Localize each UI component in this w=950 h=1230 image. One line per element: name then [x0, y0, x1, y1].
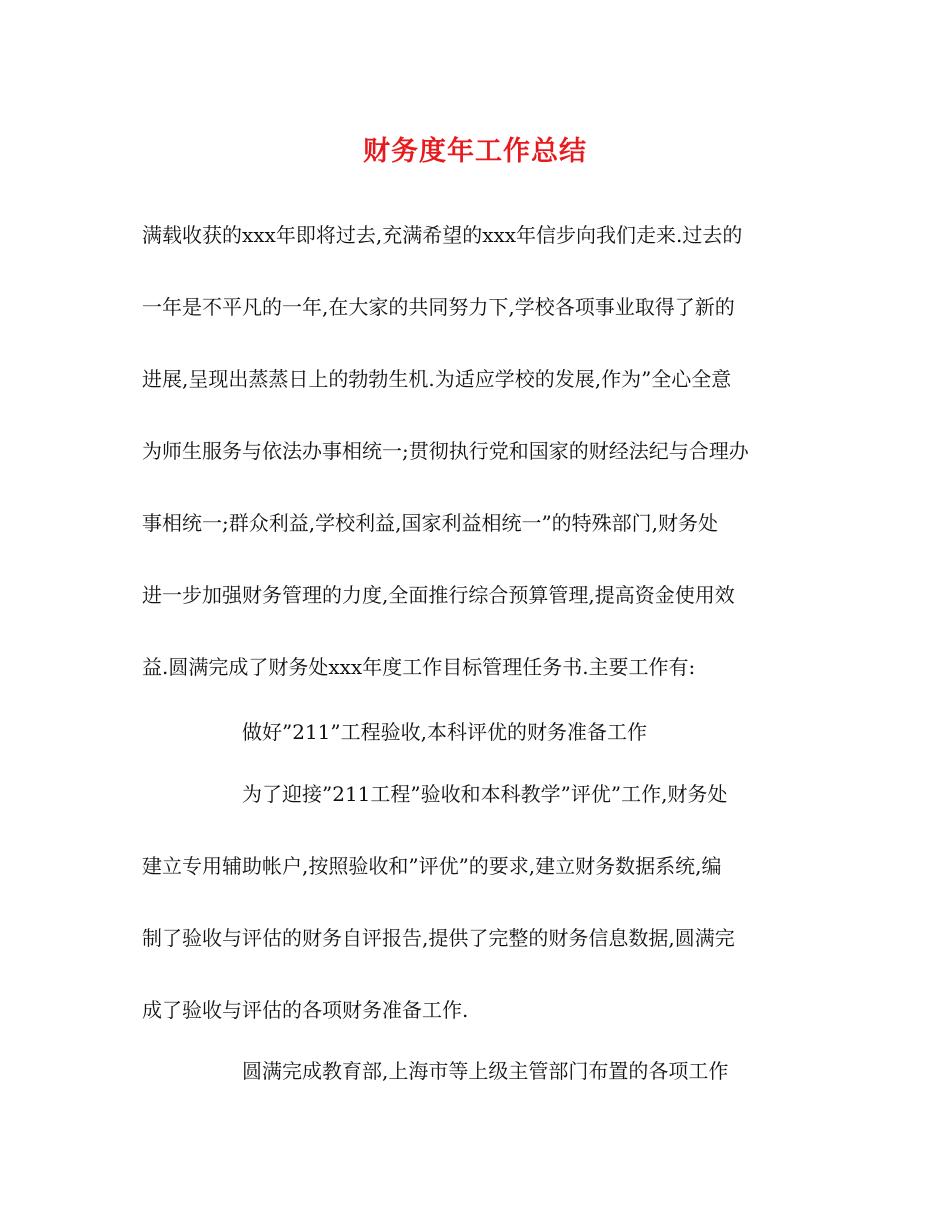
paragraph-1-line-7: 益.圆满完成了财务处xxx年度工作目标管理任务书.主要工作有: — [142, 655, 696, 679]
paragraph-2-line-3: 制了验收与评估的财务自评报告,提供了完整的财务信息数据,圆满完 — [142, 926, 735, 950]
paragraph-1-line-5: 事相统一;群众利益,学校利益,国家利益相统一”的特殊部门,财务处 — [142, 511, 719, 535]
document-title: 财务度年工作总结 — [363, 136, 587, 167]
paragraph-1-line-3: 进展,呈现出蒸蒸日上的勃勃生机.为适应学校的发展,作为”全心全意 — [142, 367, 732, 391]
section-heading-1: 做好”211”工程验收,本科评优的财务准备工作 — [242, 720, 647, 744]
paragraph-1-line-4: 为师生服务与依法办事相统一;贯彻执行党和国家的财经法纪与合理办 — [142, 439, 749, 463]
section-heading-2: 圆满完成教育部,上海市等上级主管部门布置的各项工作 — [242, 1059, 729, 1083]
paragraph-2-line-2: 建立专用辅助帐户,按照验收和”评优”的要求,建立财务数据系统,编 — [142, 854, 722, 878]
paragraph-2-line-4: 成了验收与评估的各项财务准备工作. — [142, 998, 469, 1022]
paragraph-1-line-6: 进一步加强财务管理的力度,全面推行综合预算管理,提高资金使用效 — [142, 583, 735, 607]
paragraph-2-line-1: 为了迎接”211工程”验收和本科教学”评优”工作,财务处 — [242, 782, 728, 806]
paragraph-1-line-2: 一年是不平凡的一年,在大家的共同努力下,学校各项事业取得了新的 — [142, 295, 735, 319]
paragraph-1-line-1: 满载收获的xxx年即将过去,充满希望的xxx年信步向我们走来.过去的 — [142, 223, 743, 247]
